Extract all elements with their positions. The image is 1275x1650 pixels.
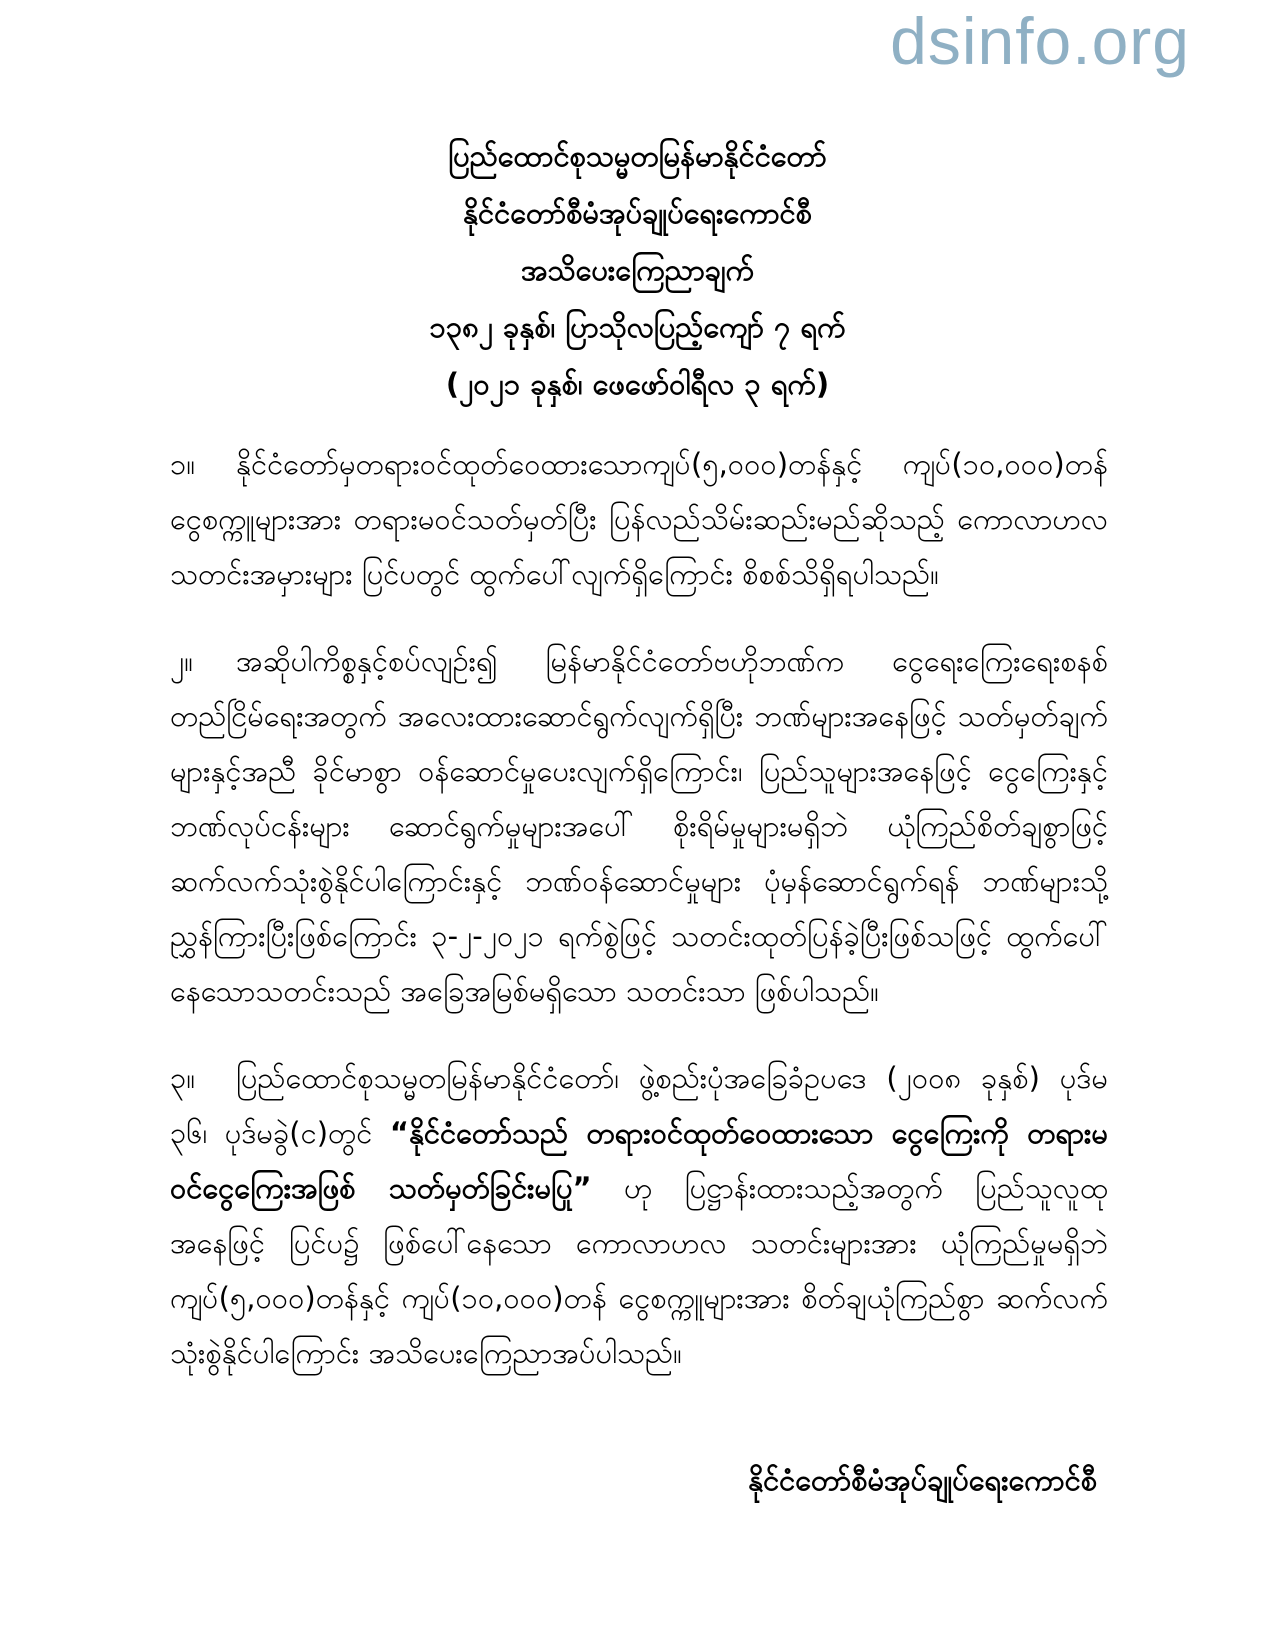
- paragraph-1: [170, 437, 1108, 602]
- title-council-name: နိုင်ငံတော်စီမံအုပ်ချုပ်ရေးကောင်စီ: [463, 196, 812, 230]
- paragraph-2-number: ၂။: [170, 644, 194, 678]
- title-date-gregorian: (၂၀၂၁ ခုနှစ်၊ ဖေဖော်ဝါရီလ ၃ ရက်): [445, 367, 830, 401]
- title-country-name: ပြည်ထောင်စုသမ္မတမြန်မာနိုင်ငံတော်: [448, 139, 827, 173]
- paragraph-2-text: အဆိုပါကိစ္စနှင့်စပ်လျဉ်း၍ မြန်မာနိုင်ငံတော်ဗဟိုဘဏ်က ငွေရေးကြေးရေးစနစ် တည်ငြိမ်ရေးအတွက် အလေးထားဆောင်ရွက်လျက်ရှိပြီး ဘဏ်များအနေဖြင့် သတ်မှတ်ချက်များနှင့်အညီ ခိုင်မာစွာ ဝန်ဆောင်မှုပေးလျက်ရှိကြောင်း၊ ပြည်သူများအနေဖြင့် ငွေကြေးနှင့်ဘဏ်လုပ်ငန်းများ ဆောင်ရွက်မှုများအပေါ် စိုးရိမ်မှုများမရှိဘဲ ယုံကြည်စိတ်ချစွာဖြင့် ဆက်လက်သုံးစွဲနိုင်ပါကြောင်းနှင့် ဘဏ်ဝန်ဆောင်မှုများ ပုံမှန်ဆောင်ရွက်ရန် ဘဏ်များသို့ ညွှန်ကြားပြီးဖြစ်ကြောင်း ၃-၂-၂၀၂၁ ရက်စွဲဖြင့် သတင်းထုတ်ပြန်ခဲ့ပြီးဖြစ်သဖြင့် ထွက်ပေါ်နေသောသတင်းသည် အခြေအမြစ်မရှိသော သတင်းသာ ဖြစ်ပါသည်။: [170, 644, 1108, 1008]
- paragraph-3-text-before-quote: ပြည်ထောင်စုသမ္မတမြန်မာနိုင်ငံတော်၊ ဖွဲ့စည်းပုံအခြေခံဥပဒေ (၂၀၀၈ ခုနှစ်) ပုဒ်မ ၃၆၊ ပုဒ်မခွဲ(င)တွင်: [170, 1061, 1108, 1150]
- paragraph-3: [170, 1051, 1108, 1381]
- paragraph-1-text: နိုင်ငံတော်မှတရားဝင်ထုတ်ဝေထားသောကျပ်(၅,၀၀၀)တန်နှင့် ကျပ်(၁၀,၀၀၀)တန် ငွေစက္ကူများအား တရားမဝင်သတ်မှတ်ပြီး ပြန်လည်သိမ်းဆည်းမည်ဆိုသည့် ကောလာဟလ သတင်းအမှားများ ပြင်ပတွင် ထွက်ပေါ်လျက်ရှိကြောင်း စိစစ်သိရှိရပါသည်။: [170, 447, 1108, 591]
- title-announcement-label: အသိပေးကြေညာချက်: [520, 253, 755, 287]
- paragraph-3-number: ၃။: [170, 1061, 196, 1095]
- paragraph-1-number: ၁။: [170, 447, 196, 481]
- document-body: [170, 437, 1108, 1381]
- paragraph-3-text-after-quote: ဟု ပြဋ္ဌာန်းထားသည့်အတွက် ပြည်သူလူထုအနေဖြင့် ပြင်ပ၌ ဖြစ်ပေါ်နေသော ကောလာဟလ သတင်းများအား ယုံကြည်မှုမရှိဘဲ ကျပ်(၅,၀၀၀)တန်နှင့် ကျပ်(၁၀,၀၀၀)တန် ငွေစက္ကူများအား စိတ်ချယုံကြည်စွာ ဆက်လက်သုံးစွဲနိုင်ပါကြောင်း အသိပေးကြေညာအပ်ပါသည်။: [170, 1171, 1108, 1370]
- signature-council-name: နိုင်ငံတော်စီမံအုပ်ချုပ်ရေးကောင်စီ: [748, 1463, 1097, 1497]
- paragraph-2: [170, 634, 1108, 1019]
- paragraph-3-constitution-quote: “နိုင်ငံတော်သည် တရားဝင်ထုတ်ဝေထားသော ငွေကြေးကို တရားမဝင်ငွေကြေးအဖြစ် သတ်မှတ်ခြင်းမပြု”: [170, 1116, 1108, 1205]
- dsinfo-watermark: dsinfo.org: [890, 4, 1190, 78]
- title-date-myanmar-era: ၁၃၈၂ ခုနှစ်၊ ပြာသိုလပြည့်ကျော် ၇ ရက်: [429, 310, 846, 344]
